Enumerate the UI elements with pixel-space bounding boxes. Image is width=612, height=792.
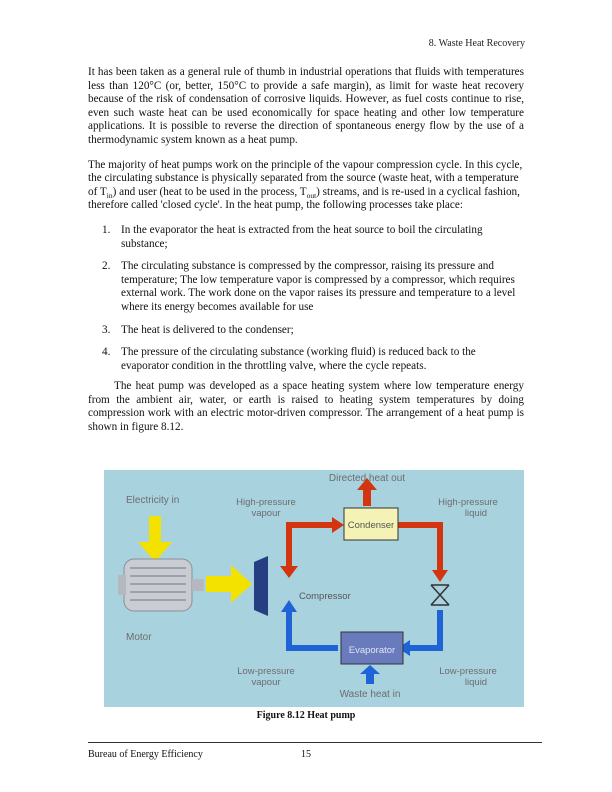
label-hp-vapour-1: High-pressure	[236, 497, 296, 508]
figure-caption: Figure 8.12 Heat pump	[256, 710, 356, 721]
label-directed-heat-out: Directed heat out	[328, 473, 406, 484]
paragraph-1: It has been taken as a general rule of thumb in industrial operations that fluids with temperatures less than 120°C (or, better, 150°C to provide a safe margin), as limit for waste heat recovery because of the risk of condensation of corrosive liquids. However, as fuel costs continue to rise, even such waste heat can be used economically for space heating and other low temperature applications. It is possible to reverse the direction of spontaneous energy flow by the use of a thermodynamic system known as a heat pump.	[88, 66, 524, 146]
body-text	[88, 66, 524, 446]
motor	[118, 559, 204, 611]
label-lp-liquid-1: Low-pressure	[439, 666, 497, 677]
label-hp-vapour-2: vapour	[251, 508, 281, 519]
paragraph-3: The heat pump was developed as a space heating system where low temperature energy from the ambient air, water, or earth is raised to heating system temperatures by doing compression work with an electric motor-driven compressor. The arrangement of a heat pump is shown in figure 8.12.	[88, 380, 524, 434]
label-hp-liquid-2: liquid	[464, 508, 488, 519]
label-compressor: Compressor	[299, 591, 351, 602]
paragraph-2: The majority of heat pumps work on the principle of the vapour compression cycle. In this cycle, the circulating substance is physically separated from the source (waste heat, with a temperature of $T_{in}$) and user (heat to be used in the process, $T_{out}$) streams, and is re-used in a cyclical fashion, therefore called 'closed cycle'. In the heat pump, the following processes take place:	[88, 158, 523, 212]
list-item: 1. In the evaporator the heat is extracted from the heat source to boil the circulating substance;	[102, 223, 483, 250]
label-hp-liquid-1: High-pressure	[438, 497, 498, 508]
label-motor: Motor	[126, 632, 152, 643]
label-lp-liquid-2: liquid	[464, 677, 488, 688]
compressor	[254, 556, 268, 616]
list-item: 4. The pressure of the circulating substance (working fluid) is reduced back to the evaporator condition in the throttling valve, where the cycle repeats.	[102, 346, 476, 372]
footer-org: Bureau of Energy Efficiency	[88, 749, 203, 760]
list-item: 3. The heat is delivered to the condenser;	[102, 323, 294, 336]
list-item: 2. The circulating substance is compressed by the compressor, raising its pressure and temperature; The low temperature vapor is compressed by a compressor, which requires external work. The work done on the vapor raises its pressure and temperature to a level where its energy becomes available for use	[102, 260, 516, 313]
footer-divider	[88, 742, 542, 743]
heat-pump-diagram	[104, 470, 524, 707]
running-header: 8. Waste Heat Recovery	[428, 38, 525, 49]
process-list	[88, 224, 524, 373]
label-electricity-in: Electricity in	[126, 495, 180, 506]
label-waste-heat-in: Waste heat in	[339, 689, 401, 700]
page-number: 15	[301, 749, 311, 760]
label-evaporator: Evaporator	[348, 645, 396, 656]
label-lp-vapour-1: Low-pressure	[237, 666, 295, 677]
label-lp-vapour-2: vapour	[251, 677, 281, 688]
label-condenser: Condenser	[347, 520, 395, 531]
